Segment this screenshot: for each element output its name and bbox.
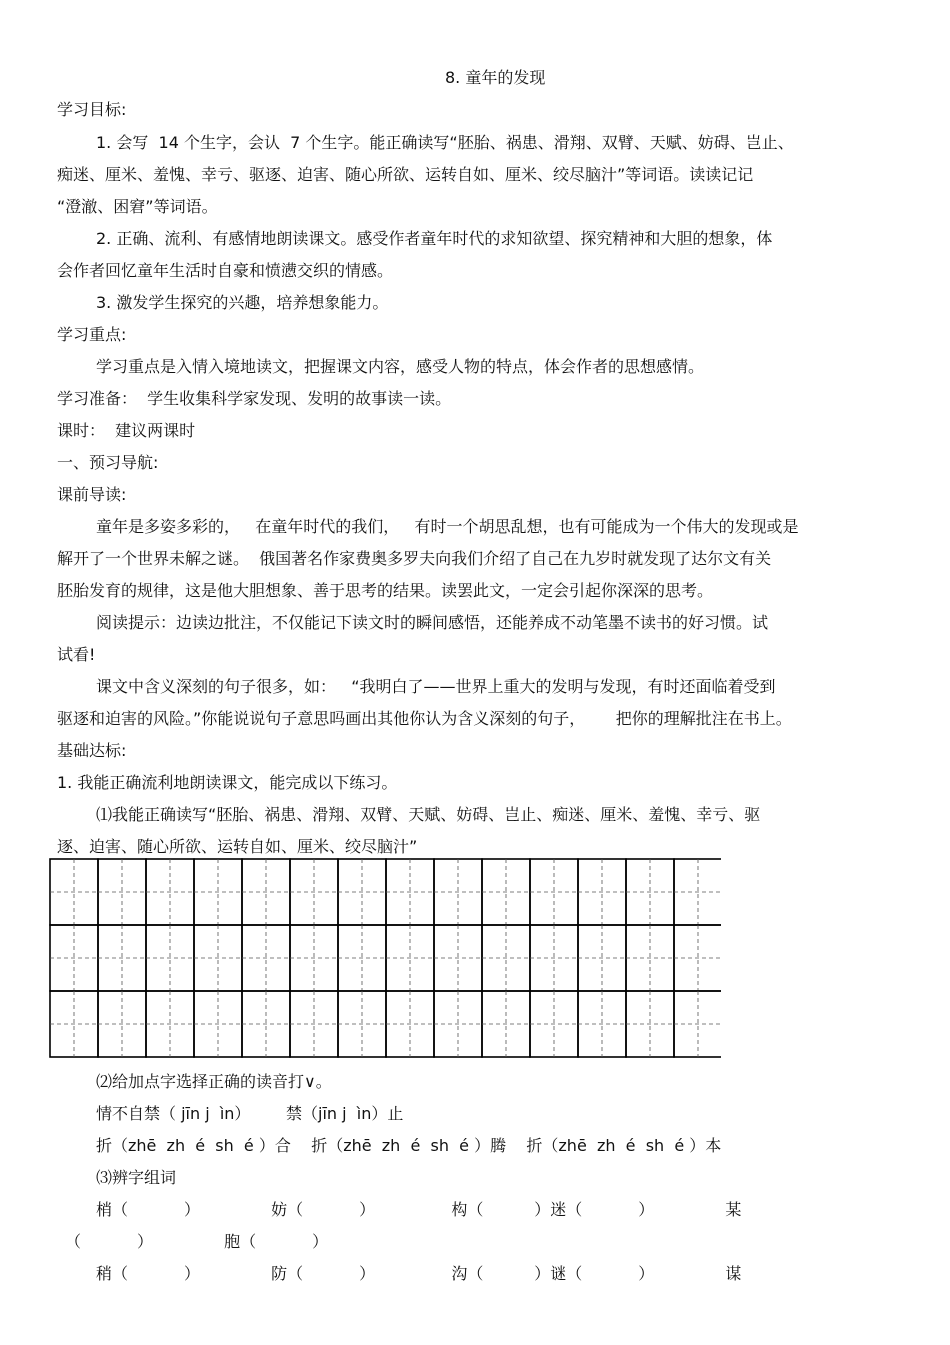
grid-cell[interactable]: [626, 859, 674, 925]
text-line: （ ） 胞（ ）: [65, 1232, 329, 1251]
grid-cell[interactable]: [98, 859, 146, 925]
grid-cell[interactable]: [146, 991, 194, 1057]
grid-cell[interactable]: [338, 991, 386, 1057]
text-line: 1. 我能正确流利地朗读课文，能完成以下练习。: [57, 773, 398, 792]
text-line: 痴迷、厘米、羞愧、幸亏、驱逐、迫害、随心所欲、运转自如、厘米、绞尽脑汁”等词语。读读记记: [57, 165, 754, 184]
text-line: 学习目标:: [57, 100, 127, 119]
text-line: 梢（ ） 妨（ ） 构（ ）迷（ ） 某: [96, 1200, 742, 1219]
grid-cell[interactable]: [194, 859, 242, 925]
grid-cell[interactable]: [530, 991, 578, 1057]
grid-cell[interactable]: [242, 991, 290, 1057]
text-line: ⑶辨字组词: [96, 1168, 177, 1187]
grid-cell[interactable]: [482, 991, 530, 1057]
grid-cell[interactable]: [578, 859, 626, 925]
character-writing-grid: [49, 858, 721, 1062]
grid-cell[interactable]: [626, 991, 674, 1057]
grid-cell[interactable]: [434, 859, 482, 925]
grid-cell[interactable]: [290, 991, 338, 1057]
grid-cell[interactable]: [386, 925, 434, 991]
text-line: 2. 正确、流利、有感情地朗读课文。感受作者童年时代的求知欲望、探究精神和大胆的想象，体: [96, 229, 773, 248]
text-line: 逐、迫害、随心所欲、运转自如、厘米、绞尽脑汁”: [57, 837, 418, 856]
text-line: 课时： 建议两课时: [57, 421, 196, 440]
grid-cell[interactable]: [626, 925, 674, 991]
grid-cell[interactable]: [98, 991, 146, 1057]
text-line: 阅读提示：边读边批注，不仅能记下读文时的瞬间感悟，还能养成不动笔墨不读书的好习惯。试: [96, 613, 769, 632]
grid-cell[interactable]: [146, 925, 194, 991]
text-line: 学习重点是入情入境地读文，把握课文内容，感受人物的特点，体会作者的思想感情。: [96, 357, 705, 376]
text-line: 3. 激发学生探究的兴趣，培养想象能力。: [96, 293, 389, 312]
grid-cell[interactable]: [674, 925, 721, 991]
grid-cell[interactable]: [578, 991, 626, 1057]
text-line: 试看!: [57, 645, 96, 664]
grid-cell[interactable]: [386, 859, 434, 925]
grid-cell[interactable]: [434, 925, 482, 991]
text-line: 一、预习导航:: [57, 453, 159, 472]
text-line: 课前导读:: [57, 485, 127, 504]
text-line: ⑴我能正确读写“胚胎、祸患、滑翔、双臂、天赋、妨碍、岂止、痴迷、厘米、羞愧、幸亏、驱: [96, 805, 761, 824]
grid-cell[interactable]: [50, 925, 98, 991]
grid-cell[interactable]: [482, 859, 530, 925]
text-line: 课文中含义深刻的句子很多，如： “我明白了——世界上重大的发明与发现，有时还面临着受到: [96, 677, 776, 696]
grid-cell[interactable]: [482, 925, 530, 991]
text-line: 稍（ ） 防（ ） 沟（ ）谜（ ） 谋: [96, 1264, 742, 1283]
grid-cell[interactable]: [194, 925, 242, 991]
grid-cell[interactable]: [98, 925, 146, 991]
text-line: ⑵给加点字选择正确的读音打∨。: [96, 1072, 332, 1091]
text-line: 童年是多姿多彩的， 在童年时代的我们， 有时一个胡思乱想，也有可能成为一个伟大的发现或是: [96, 517, 799, 536]
grid-cell[interactable]: [194, 991, 242, 1057]
grid-cell[interactable]: [290, 859, 338, 925]
grid-cell[interactable]: [338, 859, 386, 925]
text-line: 会作者回忆童年生活时自豪和愤懑交织的情感。: [57, 261, 394, 280]
text-line: 驱逐和迫害的风险。”你能说说句子意思吗画出其他你认为含义深刻的句子， 把你的理解批注在书上。: [57, 709, 792, 728]
text-line: 情不自禁（ jīn j ìn） 禁（jīn j ìn）止: [96, 1104, 404, 1123]
grid-cell[interactable]: [146, 859, 194, 925]
grid-cell[interactable]: [530, 925, 578, 991]
grid-cell[interactable]: [242, 925, 290, 991]
grid-cell[interactable]: [386, 991, 434, 1057]
text-line: 解开了一个世界未解之谜。 俄国著名作家费奥多罗夫向我们介绍了自己在九岁时就发现了达尔文有关: [57, 549, 772, 568]
grid-cell[interactable]: [242, 859, 290, 925]
grid-cell[interactable]: [530, 859, 578, 925]
page-title: 8. 童年的发现: [445, 68, 546, 87]
grid-cell[interactable]: [50, 991, 98, 1057]
grid-cell[interactable]: [434, 991, 482, 1057]
text-line: 胚胎发育的规律，这是他大胆想象、善于思考的结果。读罢此文，一定会引起你深深的思考。: [57, 581, 714, 600]
text-line: 1. 会写 14 个生字，会认 7 个生字。能正确读写“胚胎、祸患、滑翔、双臂、天赋、妨碍、岂止、: [96, 133, 794, 152]
text-line: 折（zhē zh é sh é ）合 折（zhē zh é sh é ）腾 折（zhē zh é sh é ）本: [96, 1136, 722, 1155]
grid-cell[interactable]: [50, 859, 98, 925]
grid-cell[interactable]: [338, 925, 386, 991]
grid-cell[interactable]: [674, 991, 721, 1057]
grid-cell[interactable]: [674, 859, 721, 925]
text-line: 学习重点:: [57, 325, 127, 344]
text-line: 基础达标:: [57, 741, 127, 760]
text-line: “澄澈、困窘”等词语。: [57, 197, 218, 216]
text-line: 学习准备： 学生收集科学家发现、发明的故事读一读。: [57, 389, 452, 408]
grid-cell[interactable]: [290, 925, 338, 991]
grid-cell[interactable]: [578, 925, 626, 991]
